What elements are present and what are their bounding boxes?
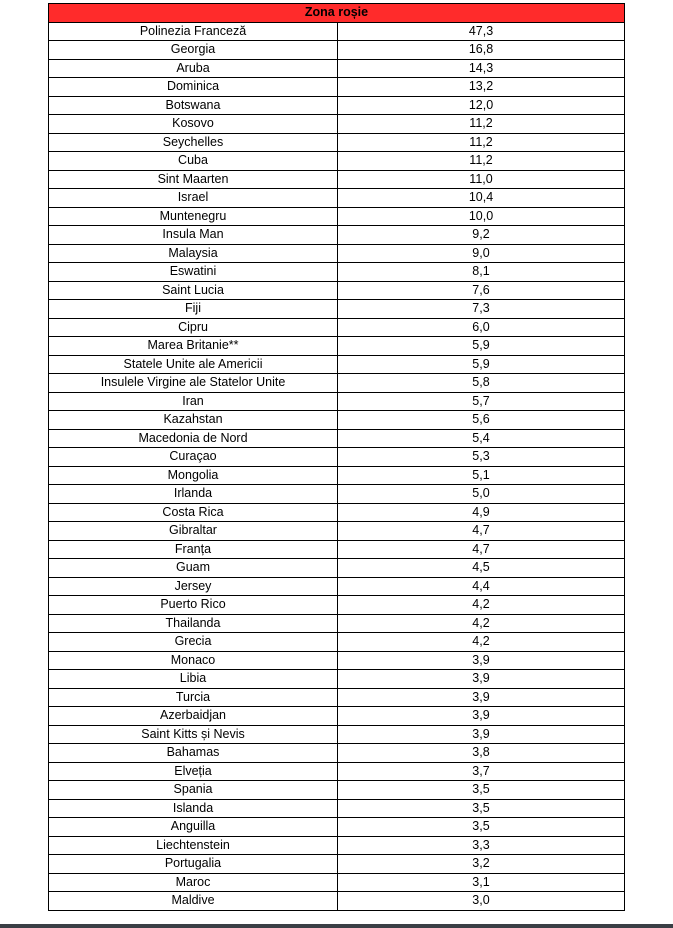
table-row: [49, 374, 625, 393]
incidence-value-cell: 5,8: [338, 374, 625, 393]
incidence-value-cell: 3,5: [338, 799, 625, 818]
incidence-value-cell: 4,7: [338, 522, 625, 541]
country-cell: Dominica: [49, 78, 338, 97]
country-cell: Statele Unite ale Americii: [49, 355, 338, 374]
table-header-row: [49, 4, 625, 23]
table-row: [49, 540, 625, 559]
incidence-value-cell: 5,7: [338, 392, 625, 411]
country-cell: Cipru: [49, 318, 338, 337]
incidence-value-cell: 3,0: [338, 892, 625, 911]
country-cell: Gibraltar: [49, 522, 338, 541]
table-row: [49, 244, 625, 263]
red-zone-table: [48, 3, 625, 911]
table-row: [49, 781, 625, 800]
country-cell: Franța: [49, 540, 338, 559]
table-row: [49, 892, 625, 911]
table-row: [49, 818, 625, 837]
incidence-value-cell: 7,6: [338, 281, 625, 300]
incidence-value-cell: 16,8: [338, 41, 625, 60]
incidence-value-cell: 4,9: [338, 503, 625, 522]
table-row: [49, 133, 625, 152]
country-cell: Malaysia: [49, 244, 338, 263]
table-row: [49, 337, 625, 356]
country-cell: Spania: [49, 781, 338, 800]
country-cell: Elveția: [49, 762, 338, 781]
incidence-value-cell: 3,5: [338, 818, 625, 837]
country-cell: Azerbaidjan: [49, 707, 338, 726]
table-row: [49, 762, 625, 781]
incidence-value-cell: 5,3: [338, 448, 625, 467]
incidence-value-cell: 4,4: [338, 577, 625, 596]
country-cell: Thailanda: [49, 614, 338, 633]
table-row: [49, 614, 625, 633]
table-row: [49, 300, 625, 319]
country-cell: Botswana: [49, 96, 338, 115]
country-cell: Polinezia Franceză: [49, 22, 338, 41]
table-row: [49, 448, 625, 467]
table-row: [49, 651, 625, 670]
incidence-value-cell: 11,2: [338, 152, 625, 171]
country-cell: Curaçao: [49, 448, 338, 467]
country-cell: Macedonia de Nord: [49, 429, 338, 448]
incidence-value-cell: 5,4: [338, 429, 625, 448]
table-row: [49, 688, 625, 707]
table-row: [49, 78, 625, 97]
incidence-value-cell: 3,9: [338, 688, 625, 707]
table-row: [49, 115, 625, 134]
country-cell: Insulele Virgine ale Statelor Unite: [49, 374, 338, 393]
table-row: [49, 485, 625, 504]
table-row: [49, 429, 625, 448]
table-row: [49, 411, 625, 430]
country-cell: Irlanda: [49, 485, 338, 504]
incidence-value-cell: 8,1: [338, 263, 625, 282]
table-row: [49, 596, 625, 615]
country-cell: Seychelles: [49, 133, 338, 152]
incidence-value-cell: 13,2: [338, 78, 625, 97]
window-bottom-bar: [0, 924, 673, 928]
table-row: [49, 263, 625, 282]
country-cell: Muntenegru: [49, 207, 338, 226]
country-cell: Maldive: [49, 892, 338, 911]
country-cell: Georgia: [49, 41, 338, 60]
incidence-value-cell: 4,5: [338, 559, 625, 578]
table-row: [49, 577, 625, 596]
incidence-value-cell: 3,2: [338, 855, 625, 874]
country-cell: Insula Man: [49, 226, 338, 245]
incidence-value-cell: 12,0: [338, 96, 625, 115]
incidence-value-cell: 5,6: [338, 411, 625, 430]
country-cell: Kosovo: [49, 115, 338, 134]
country-cell: Liechtenstein: [49, 836, 338, 855]
table-row: [49, 41, 625, 60]
country-cell: Kazahstan: [49, 411, 338, 430]
table-row: [49, 318, 625, 337]
table-row: [49, 170, 625, 189]
incidence-value-cell: 3,8: [338, 744, 625, 763]
incidence-value-cell: 4,2: [338, 633, 625, 652]
incidence-value-cell: 9,0: [338, 244, 625, 263]
incidence-value-cell: 47,3: [338, 22, 625, 41]
incidence-value-cell: 3,5: [338, 781, 625, 800]
table-row: [49, 466, 625, 485]
country-cell: Grecia: [49, 633, 338, 652]
table-row: [49, 503, 625, 522]
country-cell: Eswatini: [49, 263, 338, 282]
incidence-value-cell: 6,0: [338, 318, 625, 337]
table-row: [49, 22, 625, 41]
table-row: [49, 522, 625, 541]
incidence-value-cell: 3,3: [338, 836, 625, 855]
table-row: [49, 392, 625, 411]
table-row: [49, 189, 625, 208]
country-cell: Monaco: [49, 651, 338, 670]
country-cell: Saint Kitts și Nevis: [49, 725, 338, 744]
country-cell: Mongolia: [49, 466, 338, 485]
table-row: [49, 355, 625, 374]
incidence-value-cell: 11,2: [338, 115, 625, 134]
table-row: [49, 226, 625, 245]
country-cell: Sint Maarten: [49, 170, 338, 189]
incidence-value-cell: 11,0: [338, 170, 625, 189]
incidence-value-cell: 4,2: [338, 614, 625, 633]
incidence-value-cell: 10,4: [338, 189, 625, 208]
incidence-value-cell: 10,0: [338, 207, 625, 226]
incidence-value-cell: 4,7: [338, 540, 625, 559]
incidence-value-cell: 5,9: [338, 337, 625, 356]
country-cell: Saint Lucia: [49, 281, 338, 300]
country-cell: Israel: [49, 189, 338, 208]
country-cell: Libia: [49, 670, 338, 689]
country-cell: Aruba: [49, 59, 338, 78]
table-title: Zona roșie: [49, 4, 625, 23]
incidence-value-cell: 4,2: [338, 596, 625, 615]
incidence-value-cell: 3,9: [338, 725, 625, 744]
country-cell: Costa Rica: [49, 503, 338, 522]
table-row: [49, 725, 625, 744]
country-cell: Fiji: [49, 300, 338, 319]
country-cell: Maroc: [49, 873, 338, 892]
table-row: [49, 707, 625, 726]
country-cell: Bahamas: [49, 744, 338, 763]
incidence-value-cell: 5,0: [338, 485, 625, 504]
incidence-value-cell: 3,9: [338, 651, 625, 670]
table-row: [49, 873, 625, 892]
country-cell: Cuba: [49, 152, 338, 171]
incidence-value-cell: 3,9: [338, 707, 625, 726]
incidence-value-cell: 11,2: [338, 133, 625, 152]
table-row: [49, 744, 625, 763]
table-row: [49, 559, 625, 578]
country-cell: Portugalia: [49, 855, 338, 874]
incidence-value-cell: 5,9: [338, 355, 625, 374]
table-row: [49, 670, 625, 689]
incidence-value-cell: 14,3: [338, 59, 625, 78]
table-row: [49, 633, 625, 652]
table-body: [49, 22, 625, 910]
incidence-value-cell: 9,2: [338, 226, 625, 245]
country-cell: Guam: [49, 559, 338, 578]
country-cell: Puerto Rico: [49, 596, 338, 615]
country-cell: Jersey: [49, 577, 338, 596]
country-cell: Iran: [49, 392, 338, 411]
incidence-value-cell: 3,9: [338, 670, 625, 689]
table-row: [49, 281, 625, 300]
table-row: [49, 799, 625, 818]
incidence-value-cell: 3,1: [338, 873, 625, 892]
table-row: [49, 836, 625, 855]
country-cell: Marea Britanie**: [49, 337, 338, 356]
table-row: [49, 59, 625, 78]
table-row: [49, 855, 625, 874]
country-cell: Anguilla: [49, 818, 338, 837]
table-row: [49, 207, 625, 226]
incidence-value-cell: 5,1: [338, 466, 625, 485]
incidence-value-cell: 3,7: [338, 762, 625, 781]
country-cell: Islanda: [49, 799, 338, 818]
country-cell: Turcia: [49, 688, 338, 707]
table-row: [49, 152, 625, 171]
incidence-value-cell: 7,3: [338, 300, 625, 319]
table-row: [49, 96, 625, 115]
